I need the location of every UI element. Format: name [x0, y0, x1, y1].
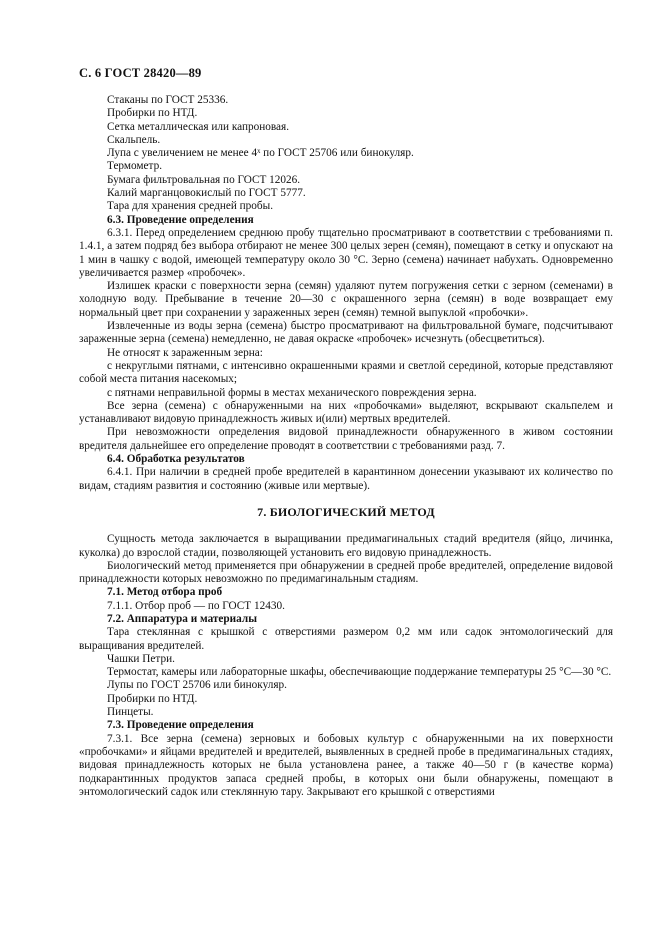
paragraph: 6.3.1. Перед определением среднюю пробу тщательно просматривают в соответствии с требованиями п. 1.4.1, а затем подряд без выбора отбирают не менее 300 целых зерен (семян), помещают в сетку и опускают на 1 мин в чашку с водой, имеющей температуру около 30 °С. Зерно (семена) начинает набухать. Одновременно увеличивается размер «пробочек».: [79, 226, 613, 279]
text-block-section-7: [79, 533, 613, 799]
paragraph: Пробирки по НТД.: [107, 692, 198, 705]
paragraph: Сетка металлическая или капроновая.: [107, 120, 290, 133]
paragraph: Тара для хранения средней пробы.: [107, 200, 274, 213]
paragraph: 7.1.1. Отбор проб — по ГОСТ 12430.: [107, 599, 285, 612]
paragraph: Пробирки по НТД.: [107, 107, 198, 120]
paragraph: При невозможности определения видовой принадлежности обнаруженного в живом состоянии вредителя дальнейшее его определение проводят в соответствии с требованиями разд. 7.: [79, 426, 613, 452]
paragraph: Пинцеты.: [107, 706, 154, 719]
paragraph: с пятнами неправильной формы в местах механического повреждения зерна.: [107, 386, 477, 399]
paragraph: 7.3.1. Все зерна (семена) зерновых и бобовых культур с обнаруженными на их поверхности «пробочками» и яйцами вредителей и вредителей, выявленных в средней пробе в предимагинальных стадиях, видовая принадлежность которых не была установлена ранее, а также 40—50 г (в качестве корма) подкарантинных продуктов запаса средней пробы, в которых они были обнаружены, помещают в энтомологический садок или стеклянную тару. Закрывают его крышкой с отверстиями: [79, 732, 613, 798]
paragraph: Излишек краски с поверхности зерна (семян) удаляют путем погружения сетки с зерном (семенами) в холодную воду. Пребывание в течение 20—30 с окрашенного зерна (семян) в воде возвращает ему нормальный цвет при сохранении у зараженных зерен (семян) темной выпуклой «пробочки».: [79, 280, 613, 319]
page-header: С. 6 ГОСТ 28420—89: [79, 66, 202, 80]
paragraph: Не относят к зараженным зерна:: [107, 346, 263, 359]
paragraph: Лупы по ГОСТ 25706 или бинокуляр.: [107, 679, 287, 692]
paragraph: Термометр.: [107, 160, 163, 173]
section-title: 7. БИОЛОГИЧЕСКИЙ МЕТОД: [257, 504, 435, 519]
text-block-section-6: [79, 94, 613, 493]
paragraph: Лупа с увеличением не менее 4ˣ по ГОСТ 25706 или бинокуляр.: [107, 147, 414, 160]
document-body: [79, 94, 613, 799]
paragraph: Сущность метода заключается в выращивании предимагинальных стадий вредителя (яйцо, личинка, куколка) до взрослой стадии, позволяющей установить его видовую принадлежность.: [79, 533, 613, 559]
paragraph: Стаканы по ГОСТ 25336.: [107, 94, 229, 106]
paragraph: 6.4.1. При наличии в средней пробе вредителей в карантинном донесении указывают их количество по видам, стадиям развития и состоянию (живые или мертвые).: [79, 466, 613, 492]
paragraph: Все зерна (семена) с обнаруженными на них «пробочками» выделяют, вскрывают скальпелем и устанавливают видовую принадлежность живых и(или) мертвых вредителей.: [79, 399, 613, 426]
paragraph: Биологический метод применяется при обнаружении в средней пробе вредителей, определение видовой принадлежности которых невозможно по предимагинальным стадиям.: [79, 559, 613, 586]
subsection-heading: 7.2. Аппаратура и материалы: [107, 612, 257, 625]
paragraph: Термостат, камеры или лабораторные шкафы, обеспечивающие поддержание температуры 25 °С—30 °С.: [107, 666, 612, 679]
subsection-heading: 7.1. Метод отбора проб: [107, 586, 223, 599]
paragraph: Калий марганцовокислый по ГОСТ 5777.: [107, 187, 306, 200]
paragraph: Чашки Петри.: [107, 652, 175, 665]
subsection-heading: 6.4. Обработка результатов: [107, 453, 245, 466]
subsection-heading: 6.3. Проведение определения: [107, 213, 254, 226]
subsection-heading: 7.3. Проведение определения: [107, 719, 254, 732]
paragraph: с некруглыми пятнами, с интенсивно окрашенными краями и светлой серединой, которые представляют собой места питания насекомых;: [79, 359, 613, 386]
paragraph: Скальпель.: [107, 133, 161, 146]
paragraph: Извлеченные из воды зерна (семена) быстро просматривают на фильтровальной бумаге, подсчитывают зараженные зерна (семена) немедленно, не давая окраске «пробочек» исчезнуть (обесцветиться).: [79, 320, 613, 346]
paragraph: Тара стеклянная с крышкой с отверстиями размером 0,2 мм или садок энтомологический для выращивания вредителей.: [79, 626, 613, 652]
paragraph: Бумага фильтровальная по ГОСТ 12026.: [107, 173, 301, 186]
